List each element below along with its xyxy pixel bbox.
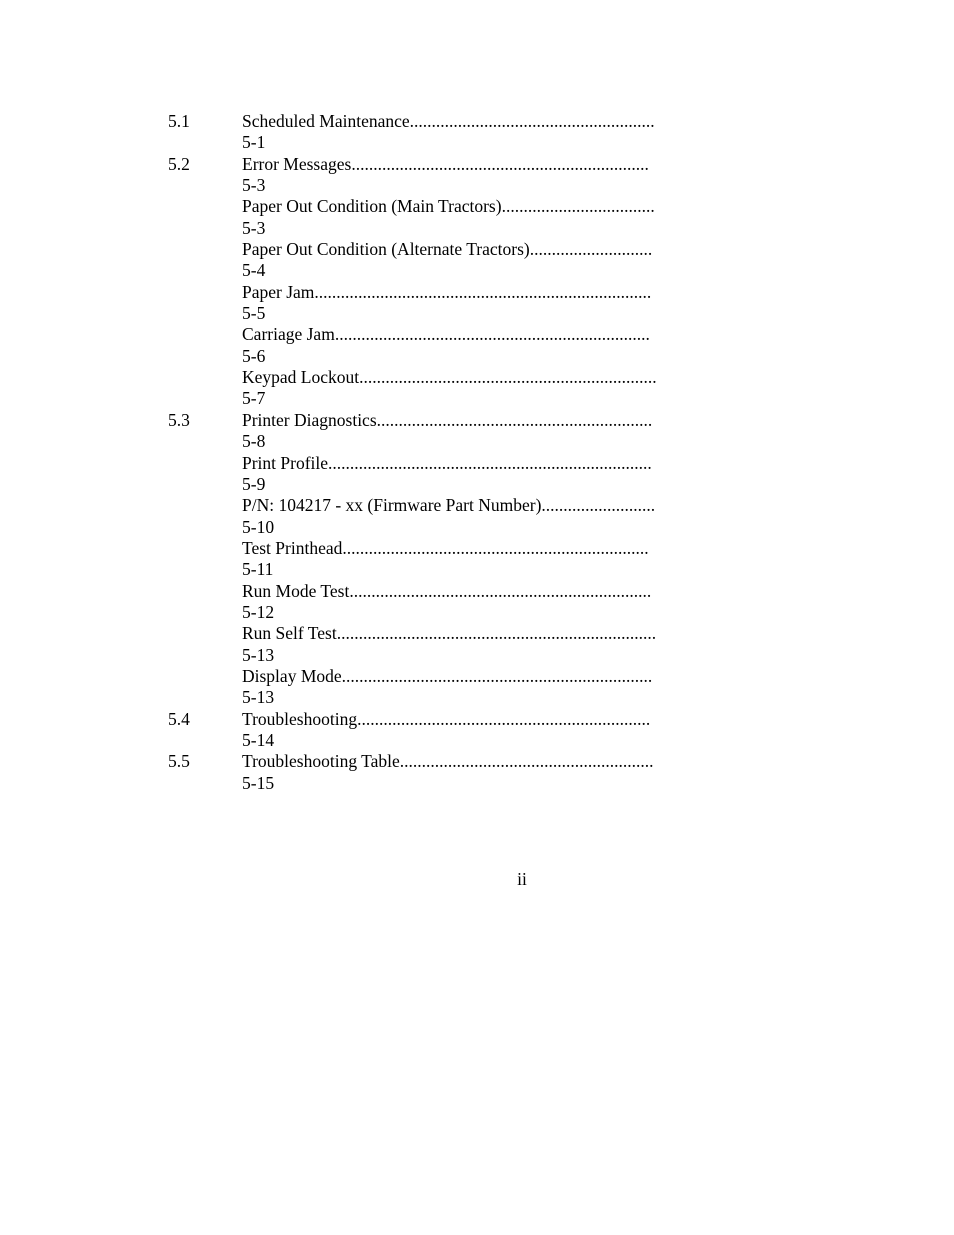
toc-entry[interactable] [168, 751, 698, 794]
toc-entry[interactable] [168, 666, 698, 709]
toc-leader-dots: .......................................................................... [328, 452, 652, 473]
toc-title-line [242, 581, 690, 602]
toc-title-line [242, 666, 690, 687]
toc-page-number: 5-7 [242, 388, 266, 409]
toc-title: Keypad Lockout [242, 367, 360, 388]
toc-page-number: 5-13 [242, 687, 275, 708]
toc-entry[interactable] [168, 623, 698, 666]
toc-section-number: 5.3 [168, 409, 190, 430]
toc-page-number: 5-3 [242, 175, 266, 196]
toc-entry[interactable] [168, 410, 698, 453]
toc-title-line [242, 751, 690, 772]
toc-leader-dots: ............................................................................. [314, 281, 652, 302]
toc-entry[interactable] [168, 367, 698, 410]
toc-title: Carriage Jam [242, 324, 335, 345]
toc-title: Paper Jam [242, 281, 315, 302]
toc-title: P/N: 104217 - xx (Firmware Part Number) [242, 495, 542, 516]
toc-title-line [242, 239, 690, 260]
toc-title-line [242, 111, 690, 132]
page-number: ii [517, 869, 527, 889]
toc-page-number: 5-8 [242, 431, 266, 452]
toc-page-number: 5-9 [242, 473, 266, 494]
toc-title: Run Self Test [242, 623, 337, 644]
toc-title: Display Mode [242, 665, 342, 686]
toc-page-number: 5-4 [242, 260, 266, 281]
toc-section-number: 5.5 [168, 751, 190, 772]
toc-entry[interactable] [168, 324, 698, 367]
toc-title: Paper Out Condition (Main Tractors) [242, 196, 502, 217]
toc-entry[interactable] [168, 196, 698, 239]
toc-section-number: 5.1 [168, 111, 190, 131]
toc-entry[interactable] [168, 709, 698, 752]
toc-title-line [242, 623, 690, 644]
toc-leader-dots: .......................... [541, 495, 656, 516]
toc-title-line [242, 196, 690, 217]
toc-page-number: 5-15 [242, 772, 275, 793]
toc-title-line [242, 154, 690, 175]
toc-page-number: 5-10 [242, 516, 275, 537]
toc-leader-dots: ............................................................... [376, 409, 653, 430]
toc-leader-dots: ................................... [501, 196, 655, 217]
toc-page-number: 5-14 [242, 729, 275, 750]
toc-title-line [242, 324, 690, 345]
toc-leader-dots: ...................................................................... [342, 537, 649, 558]
toc-leader-dots: ........................................................................ [334, 324, 650, 345]
toc-title: Printer Diagnostics [242, 409, 377, 430]
toc-title-line [242, 709, 690, 730]
toc-title: Scheduled Maintenance [242, 111, 410, 131]
toc-leader-dots: .................................................................... [359, 367, 657, 388]
toc-title-line [242, 367, 690, 388]
toc-page-number: 5-1 [242, 132, 266, 153]
toc-title: Run Mode Test [242, 580, 350, 601]
toc-entry[interactable] [168, 282, 698, 325]
toc-page-number: 5-6 [242, 345, 266, 366]
toc-leader-dots: ................................................................... [357, 708, 651, 729]
toc-page-number: 5-12 [242, 601, 275, 622]
toc-leader-dots: ..................................................................... [349, 580, 652, 601]
toc-entry[interactable] [168, 111, 698, 154]
toc-page-number: 5-5 [242, 303, 266, 324]
toc-title-line [242, 453, 690, 474]
toc-title-line [242, 282, 690, 303]
toc-title: Paper Out Condition (Alternate Tractors) [242, 239, 530, 260]
toc-entry[interactable] [168, 538, 698, 581]
toc-title: Error Messages [242, 153, 352, 174]
toc-title-line [242, 538, 690, 559]
toc-title: Troubleshooting [242, 708, 358, 729]
toc-title: Troubleshooting Table [242, 751, 400, 772]
toc-section-number: 5.4 [168, 708, 190, 729]
toc-entry[interactable] [168, 581, 698, 624]
toc-page-number: 5-3 [242, 217, 266, 238]
toc-entry[interactable] [168, 154, 698, 197]
toc-title-line [242, 410, 690, 431]
toc-entry[interactable] [168, 239, 698, 282]
toc-title: Test Printhead [242, 537, 343, 558]
toc-leader-dots: .......................................................... [399, 751, 654, 772]
toc-leader-dots: ........................................................ [409, 111, 655, 131]
toc-title-line [242, 495, 690, 516]
toc-section-number: 5.2 [168, 153, 190, 174]
toc-leader-dots: .................................................................... [351, 153, 649, 174]
toc-leader-dots: ............................ [529, 239, 653, 260]
toc-leader-dots: ....................................................................... [341, 665, 653, 686]
toc-entry[interactable] [168, 495, 698, 538]
toc-title: Print Profile [242, 452, 329, 473]
toc-page-number: 5-11 [242, 559, 274, 580]
table-of-contents [168, 111, 698, 794]
toc-page-number: 5-13 [242, 644, 275, 665]
toc-leader-dots: ......................................................................... [336, 623, 657, 644]
toc-entry[interactable] [168, 453, 698, 496]
